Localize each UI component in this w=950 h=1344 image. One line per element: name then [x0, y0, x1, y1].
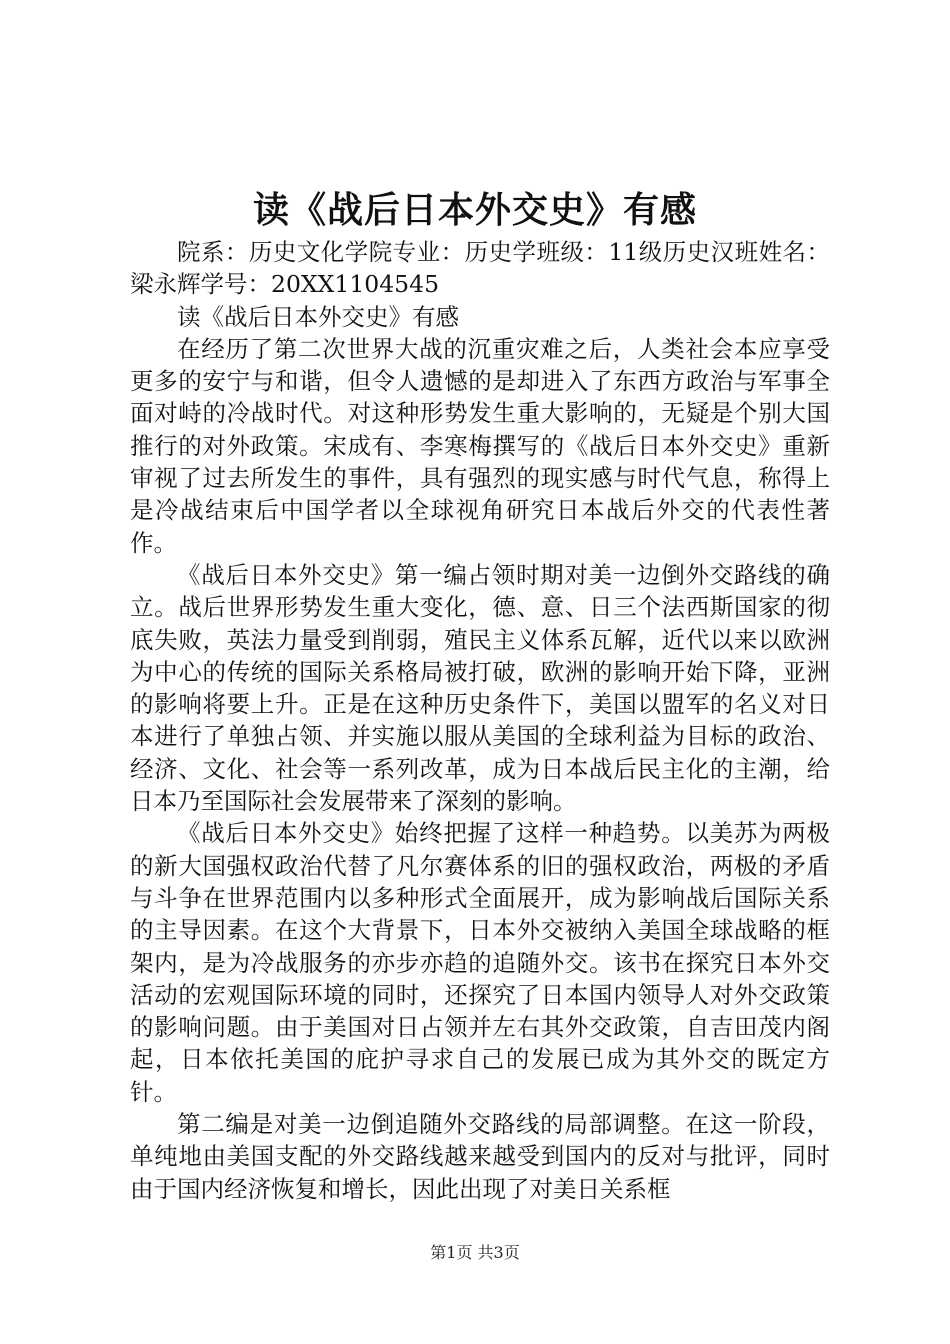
body-paragraph-1: 在经历了第二次世界大战的沉重灾难之后，人类社会本应享受更多的安宁与和谐，但令人遗憾的是却进入了东西方政治与军事全面对峙的冷战时代。对这种形势发生重大影响的，无疑是个别大国推行的对外政策。宋成有、李寒梅撰写的《战后日本外交史》重新审视了过去所发生的事件，具有强烈的现实感与时代气息，称得上是冷战结束后中国学者以全球视角研究日本战后外交的代表性著作。 [130, 334, 830, 557]
document-body [130, 236, 830, 1205]
page-footer: 第1页 共3页 [430, 1243, 520, 1262]
subtitle-paragraph: 读《战后日本外交史》有感 [177, 302, 459, 331]
body-paragraph-2: 《战后日本外交史》第一编占领时期对美一边倒外交路线的确立。战后世界形势发生重大变化，德、意、日三个法西斯国家的彻底失败，英法力量受到削弱，殖民主义体系瓦解，近代以来以欧洲为中心的传统的国际关系格局被打破，欧洲的影响开始下降，亚洲的影响将要上升。正是在这种历史条件下，美国以盟军的名义对日本进行了单独占领、并实施以服从美国的全球利益为目标的政治、经济、文化、社会等一系列改革，成为日本战后民主化的主潮，给日本乃至国际社会发展带来了深刻的影响。 [130, 560, 830, 816]
author-info-paragraph: 院系：历史文化学院专业：历史学班级：11级历史汉班姓名：梁永辉学号：20XX1104545 [130, 238, 830, 299]
body-paragraph-3: 《战后日本外交史》始终把握了这样一种趋势。以美苏为两极的新大国强权政治代替了凡尔赛体系的旧的强权政治，两极的矛盾与斗争在世界范围内以多种形式全面展开，成为影响战后国际关系的主导因素。在这个大背景下，日本外交被纳入美国全球战略的框架内，是为冷战服务的亦步亦趋的追随外交。该书在探究日本外交活动的宏观国际环境的同时，还探究了日本国内领导人对外交政策的影响问题。由于美国对日占领并左右其外交政策，自吉田茂内阁起，日本依托美国的庇护寻求自己的发展已成为其外交的既定方针。 [130, 819, 830, 1106]
body-paragraph-4: 第二编是对美一边倒追随外交路线的局部调整。在这一阶段，单纯地由美国支配的外交路线越来越受到国内的反对与批评，同时由于国内经济恢复和增长，因此出现了对美日关系框 [130, 1110, 830, 1203]
document-title: 读《战后日本外交史》有感 [252, 189, 697, 231]
